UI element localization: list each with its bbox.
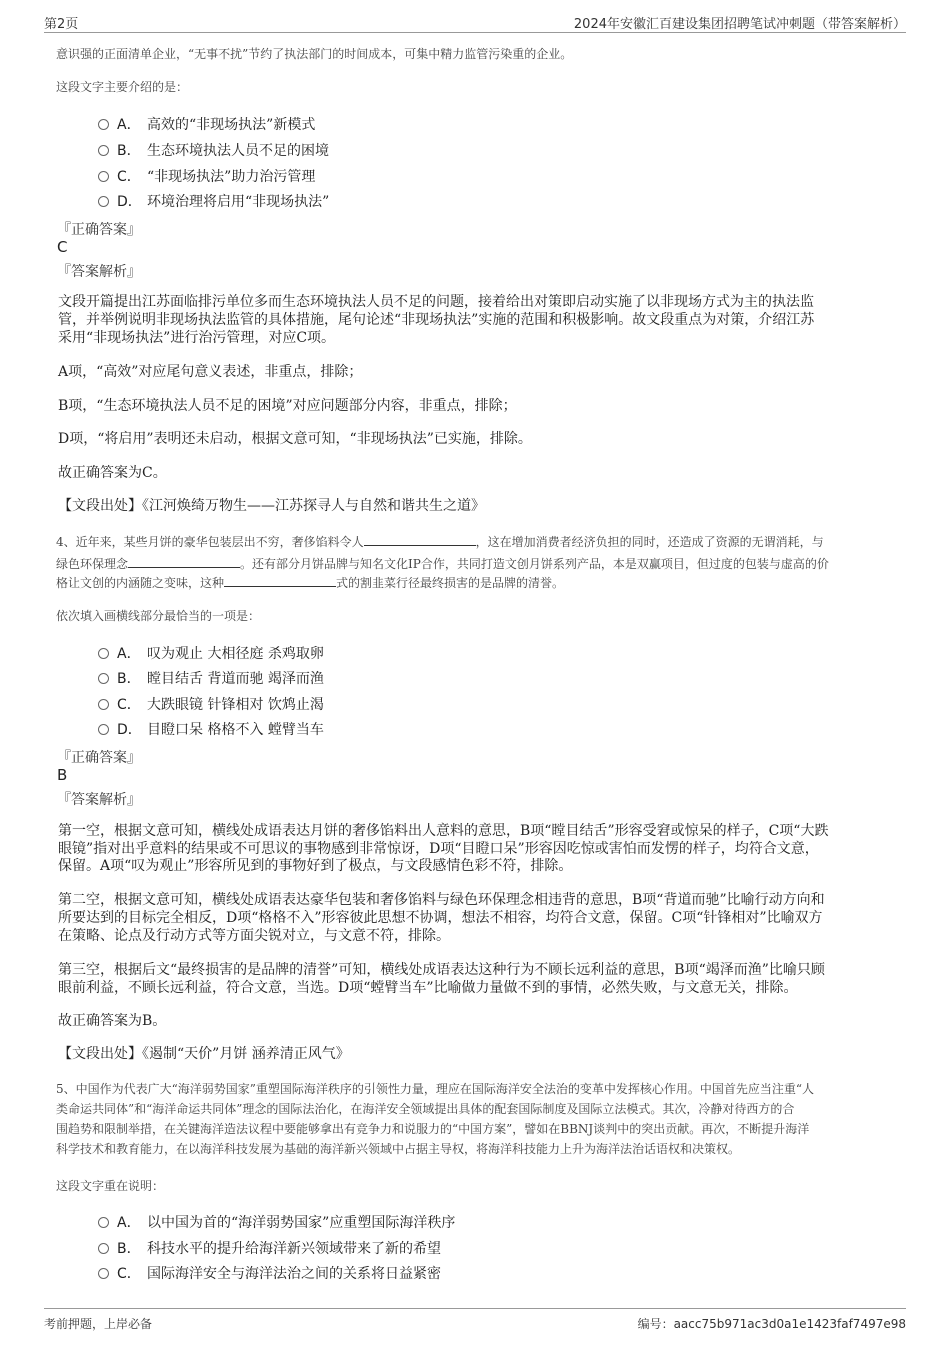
- radio-icon[interactable]: [98, 724, 109, 735]
- q5-prompt: 这段文字重在说明：: [56, 1179, 165, 1193]
- radio-icon[interactable]: [98, 1243, 109, 1254]
- q3-analysis-line: D项，“将启用”表明还未启动，根据文意可知，“非现场执法”已实施，排除。: [58, 431, 532, 447]
- q5-passage-line: 围趋势和限制举措，在关键海洋造法议程中要能够拿出有竞争力和说服力的“中国方案”，譬如在BBNJ谈判中的突出贡献。再次，不断提升海洋: [56, 1122, 810, 1136]
- q4-option-d[interactable]: D． 目瞪口呆 格格不入 螳臂当车: [98, 719, 324, 739]
- q4-answer-label: 『正确答案』: [57, 750, 141, 766]
- radio-icon[interactable]: [98, 673, 109, 684]
- radio-icon[interactable]: [98, 171, 109, 182]
- q3-source: 【文段出处】《江河焕绮万物生——江苏探寻人与自然和谐共生之道》: [58, 498, 485, 514]
- q3-analysis-line: 故正确答案为C。: [58, 465, 167, 481]
- radio-icon[interactable]: [98, 119, 109, 130]
- radio-icon[interactable]: [98, 1217, 109, 1228]
- q3-analysis-line: 采用“非现场执法”进行治污管理，对应C项。: [58, 330, 336, 346]
- footer-slogan: 考前押题，上岸必备: [44, 1317, 153, 1331]
- q5-option-c[interactable]: C． 国际海洋安全与海洋法治之间的关系将日益紧密: [98, 1263, 441, 1283]
- q4-analysis-line: 故正确答案为B。: [58, 1013, 167, 1029]
- q4-passage-line: 格让文创的内涵随之变味，这种 式的割韭菜行径最终损害的是品牌的清誉。: [56, 576, 565, 590]
- page-number: 第2页: [44, 17, 79, 32]
- radio-icon[interactable]: [98, 648, 109, 659]
- q5-option-b[interactable]: B． 科技水平的提升给海洋新兴领域带来了新的希望: [98, 1238, 441, 1258]
- q5-passage-line: 5、中国作为代表广大“海洋弱势国家”重塑国际海洋秩序的引领性力量，理应在国际海洋安全法治的变革中发挥核心作用。中国首先应当注重“人: [56, 1082, 815, 1096]
- q3-analysis-line: 管，并举例说明非现场执法监管的具体措施，尾句论述“非现场执法”实施的范围和积极影响。故文段重点为对策，介绍江苏: [58, 312, 815, 328]
- page-header: [44, 10, 906, 33]
- fill-blank: [364, 534, 476, 546]
- q3-answer-label: 『正确答案』: [57, 222, 141, 238]
- q3-option-c[interactable]: C． “非现场执法”助力治污管理: [98, 166, 315, 186]
- q3-analysis-label: 『答案解析』: [57, 264, 141, 280]
- q4-analysis-label: 『答案解析』: [57, 792, 141, 808]
- q4-analysis-line: 眼前利益，不顾长远利益，符合文意，当选。D项“螳臂当车”比喻做力量做不到的事情，必然失败，与文意无关，排除。: [58, 980, 798, 996]
- fill-blank: [128, 556, 240, 568]
- q4-source: 【文段出处】《遏制“天价”月饼 涵养清正风气》: [58, 1046, 350, 1062]
- q4-analysis-line: 第二空，根据文意可知，横线处成语表达豪华包装和奢侈馅料与绿色环保理念相违背的意思，B项“背道而驰”比喻行动方向和: [58, 892, 825, 908]
- q4-passage-line: 4、近年来，某些月饼的豪华包装层出不穷，奢侈馅料令人 ，这在增加消费者经济负担的同时，还造成了资源的无谓消耗，与: [56, 535, 824, 549]
- q3-analysis-line: B项，“生态环境执法人员不足的困境”对应问题部分内容，非重点，排除；: [58, 398, 517, 414]
- document-code: 编号：aacc75b971ac3d0a1e1423faf7497e98: [637, 1317, 906, 1331]
- q4-analysis-line: 保留。A项“叹为观止”形容所见到的事物好到了极点，与文段感情色彩不符，排除。: [58, 858, 573, 874]
- q4-option-a[interactable]: A． 叹为观止 大相径庭 杀鸡取卵: [98, 643, 324, 663]
- q3-passage-tail: 意识强的正面清单企业，“无事不扰”节约了执法部门的时间成本，可集中精力监管污染重的企业。: [56, 47, 573, 61]
- q4-option-b[interactable]: B． 瞠目结舌 背道而驰 竭泽而渔: [98, 668, 324, 688]
- q4-answer: B: [57, 766, 68, 784]
- q4-prompt: 依次填入画横线部分最恰当的一项是：: [56, 609, 261, 623]
- document-title: 2024年安徽汇百建设集团招聘笔试冲刺题（带答案解析）: [573, 17, 906, 32]
- q4-analysis-line: 所要达到的目标完全相反，D项“格格不入”形容彼此思想不协调，想法不相容，均符合文意，保留。C项“针锋相对”比喻双方: [58, 910, 823, 926]
- q3-option-b[interactable]: B． 生态环境执法人员不足的困境: [98, 140, 329, 160]
- q3-answer: C: [57, 238, 68, 256]
- page-footer: [44, 1308, 906, 1337]
- q5-passage-line: 科学技术和教育能力，在以海洋科技发展为基础的海洋新兴领域中占据主导权，将海洋科技能力上升为海洋法治话语权和决策权。: [56, 1142, 741, 1156]
- q3-analysis-line: 文段开篇提出江苏面临排污单位多而生态环境执法人员不足的问题，接着给出对策即启动实施了以非现场方式为主的执法监: [58, 294, 814, 310]
- q4-analysis-line: 第一空，根据文意可知，横线处成语表达月饼的奢侈馅料出人意料的意思，B项“瞠目结舌”形容受窘或惊呆的样子，C项“大跌: [58, 823, 829, 839]
- q3-analysis-line: A项，“高效”对应尾句意义表述，非重点，排除；: [58, 364, 363, 380]
- q4-analysis-line: 眼镜”指对出乎意料的结果或不可思议的事物感到非常惊讶，D项“目瞪口呆”形容因吃惊或害怕而发愣的样子，均符合文意，: [58, 841, 819, 857]
- radio-icon[interactable]: [98, 145, 109, 156]
- q4-analysis-line: 在策略、论点及行动方式等方面尖锐对立，与文意不符，排除。: [58, 928, 450, 944]
- q4-option-c[interactable]: C． 大跌眼镜 针锋相对 饮鸩止渴: [98, 694, 324, 714]
- radio-icon[interactable]: [98, 196, 109, 207]
- q3-option-d[interactable]: D． 环境治理将启用“非现场执法”: [98, 191, 329, 211]
- q5-option-a[interactable]: A． 以中国为首的“海洋弱势国家”应重塑国际海洋秩序: [98, 1212, 455, 1232]
- fill-blank: [224, 575, 336, 587]
- q4-passage-line: 绿色环保理念 。还有部分月饼品牌与知名文化IP合作，共同打造文创月饼系列产品，本是双赢项目，但过度的包装与虚高的价: [56, 557, 829, 571]
- radio-icon[interactable]: [98, 699, 109, 710]
- q5-passage-line: 类命运共同体”和“海洋命运共同体”理念的国际法治化，在海洋安全领域提出具体的配套国际制度及国际立法模式。其次，冷静对待西方的合: [56, 1102, 795, 1116]
- q3-prompt: 这段文字主要介绍的是：: [56, 80, 189, 94]
- q4-analysis-line: 第三空，根据后文“最终损害的是品牌的清誉”可知，横线处成语表达这种行为不顾长远利益的意思，B项“竭泽而渔”比喻只顾: [58, 962, 825, 978]
- q3-option-a[interactable]: A． 高效的“非现场执法”新模式: [98, 114, 315, 134]
- radio-icon[interactable]: [98, 1268, 109, 1279]
